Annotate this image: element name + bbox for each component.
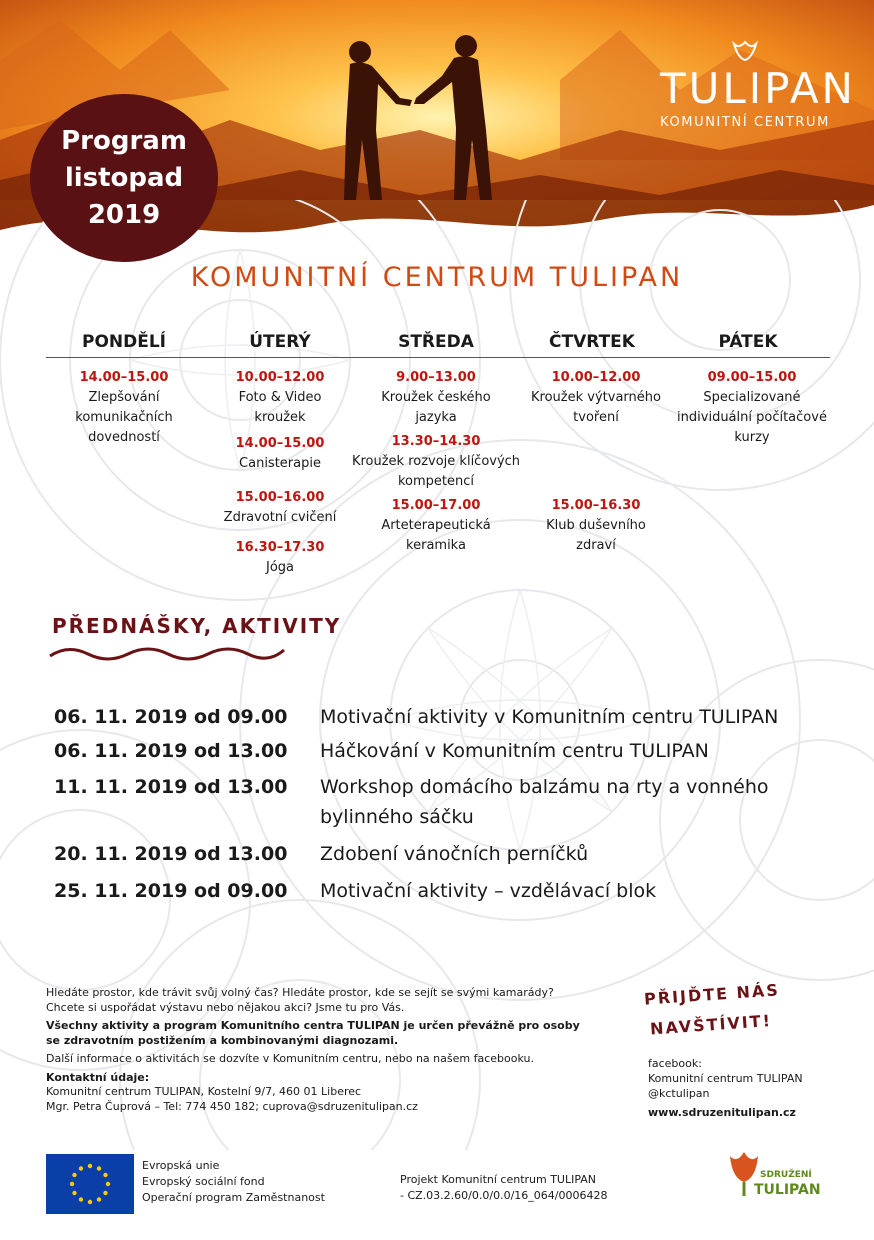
slot-time: 09.00–15.00 — [707, 370, 797, 385]
schedule-slot — [350, 432, 522, 492]
badge-line-3: 2019 — [87, 199, 161, 230]
project-name: Projekt Komunitní centrum TULIPAN — [400, 1173, 597, 1186]
badge-line-1: Program — [61, 125, 187, 156]
sdruzeni-tulipan-logo — [724, 1150, 821, 1214]
website-link[interactable]: www.sdruzenitulipan.cz — [648, 1106, 796, 1119]
slot-time: 16.30–17.30 — [235, 540, 325, 555]
squiggle-underline — [48, 642, 288, 666]
slot-label: Arteterapeutická — [381, 518, 491, 533]
info-text: Další informace o aktivitách se dozvíte v Komunitním centru, nebo na našem facebooku. — [46, 1052, 534, 1065]
day-headers — [46, 332, 830, 358]
schedule-slot — [666, 368, 838, 448]
slot-time: 10.00–12.00 — [235, 370, 325, 385]
footer — [0, 1150, 874, 1214]
schedule-slot — [350, 368, 522, 428]
call-to-action — [644, 980, 780, 1040]
eu-text — [142, 1158, 325, 1206]
eu-flag-icon — [46, 1154, 134, 1214]
logo-subtitle: KOMUNITNÍ CENTRUM — [660, 115, 830, 130]
day-header-thu: ČTVRTEK — [549, 332, 635, 352]
slot-label: Zdravotní cvičení — [223, 510, 337, 525]
event-date: 20. 11. 2019 od 13.00 — [54, 843, 288, 865]
slot-time: 10.00–12.00 — [551, 370, 641, 385]
schedule-slot — [38, 368, 210, 448]
day-header-fri: PÁTEK — [718, 332, 778, 352]
slot-time: 13.30–14.30 — [391, 434, 481, 449]
project-info — [400, 1172, 607, 1204]
schedule-slot — [510, 368, 682, 428]
slot-label: keramika — [406, 538, 466, 553]
event-title: Zdobení vánočních perníčků — [320, 843, 589, 865]
section-title: PŘEDNÁŠKY, AKTIVITY — [52, 614, 342, 638]
slot-label: kroužek — [254, 410, 306, 425]
slot-time: 15.00–16.00 — [235, 490, 325, 505]
facebook-handle[interactable]: @kctulipan — [648, 1087, 710, 1100]
contact-address: Komunitní centrum TULIPAN, Kostelní 9/7, 460 01 Liberec — [46, 1085, 362, 1098]
weekly-schedule — [46, 332, 830, 575]
slot-label: Kroužek českého — [381, 390, 491, 405]
schedule-slot — [194, 488, 366, 528]
program-badge — [30, 94, 218, 262]
info-text-bold: se zdravotním postižením a kombinovanými diagnozami. — [46, 1033, 399, 1047]
schedule-slot — [350, 496, 522, 556]
eu-line: Evropský sociální fond — [142, 1175, 265, 1188]
event-date: 06. 11. 2019 od 09.00 — [54, 706, 288, 728]
tulipan-label: TULIPAN — [754, 1182, 821, 1198]
day-header-mon: PONDĚLÍ — [81, 332, 167, 352]
logo-name: TULIPAN — [660, 64, 856, 113]
event-date: 11. 11. 2019 od 13.00 — [54, 776, 288, 798]
slot-label: Canisterapie — [239, 456, 321, 471]
contact-person: Mgr. Petra Čuprová – Tel: 774 450 182; cuprova@sdruzenitulipan.cz — [46, 1099, 418, 1113]
tulipan-logo — [660, 40, 856, 150]
slot-time: 15.00–16.30 — [551, 498, 641, 513]
project-code: - CZ.03.2.60/0.0/0.0/16_064/0006428 — [400, 1189, 608, 1202]
slot-label: Specializované — [703, 390, 801, 405]
slot-time: 14.00–15.00 — [79, 370, 169, 385]
slot-label: Zlepšování — [88, 390, 160, 405]
event-title: Motivační aktivity v Komunitním centru TULIPAN — [320, 706, 779, 728]
facebook-label: facebook: — [648, 1057, 702, 1070]
page-title: KOMUNITNÍ CENTRUM TULIPAN — [190, 262, 684, 293]
slot-label: Jóga — [265, 560, 294, 575]
slot-label: individuální počítačové — [677, 410, 827, 425]
event-title: Háčkování v Komunitním centru TULIPAN — [320, 740, 709, 762]
slot-label: Foto & Video — [238, 390, 322, 405]
event-date: 25. 11. 2019 od 09.00 — [54, 880, 288, 902]
facebook-name[interactable]: Komunitní centrum TULIPAN — [648, 1072, 803, 1085]
info-text-bold: Všechny aktivity a program Komunitního centra TULIPAN je určen převážně pro osoby — [46, 1019, 580, 1032]
slot-time: 9.00–13.00 — [396, 370, 476, 385]
slot-label: jazyka — [415, 410, 457, 425]
slot-label: tvoření — [573, 410, 619, 425]
slot-label: komunikačních — [75, 410, 173, 425]
slot-time: 15.00–17.00 — [391, 498, 481, 513]
eu-line: Operační program Zaměstnanost — [142, 1191, 325, 1204]
schedule-slot — [194, 368, 366, 428]
slot-label: Kroužek rozvoje klíčových — [351, 454, 521, 469]
eu-line: Evropská unie — [142, 1159, 220, 1172]
sdruzeni-label: SDRUŽENÍ — [760, 1170, 812, 1180]
info-text: Hledáte prostor, kde trávit svůj volný čas? Hledáte prostor, kde se sejít se svými kamarády? — [46, 986, 554, 999]
event-title: Motivační aktivity – vzdělávací blok — [320, 880, 657, 902]
badge-line-2: listopad — [64, 162, 184, 193]
slot-time: 14.00–15.00 — [235, 436, 325, 451]
day-header-tue: ÚTERÝ — [249, 332, 311, 352]
schedule-slot — [194, 434, 366, 474]
event-title: Workshop domácího balzámu na rty a vonného — [320, 776, 769, 798]
slot-label: Kroužek výtvarného — [531, 390, 661, 405]
schedule-slot — [194, 538, 366, 578]
slot-label: kurzy — [734, 430, 770, 445]
slot-label: Klub duševního — [546, 518, 646, 533]
schedule-slot — [510, 496, 682, 556]
contact-heading: Kontaktní údaje: — [46, 1070, 150, 1084]
cta-line-2: NAVŠTÍVIT! — [649, 1011, 773, 1039]
slot-label: dovedností — [88, 430, 160, 445]
slot-label: kompetencí — [397, 474, 475, 489]
event-title-cont: bylinného sáčku — [320, 806, 474, 828]
slot-label: zdraví — [576, 538, 616, 553]
day-header-wed: STŘEDA — [398, 332, 474, 352]
info-block — [46, 986, 616, 1118]
facebook-block — [648, 1056, 803, 1120]
event-date: 06. 11. 2019 od 13.00 — [54, 740, 288, 762]
info-text: Chcete si uspořádat výstavu nebo nějakou akci? Jsme tu pro Vás. — [46, 1000, 405, 1014]
tulip-icon — [730, 40, 760, 68]
cta-line-1: PŘIJĎTE NÁS — [643, 980, 781, 1009]
